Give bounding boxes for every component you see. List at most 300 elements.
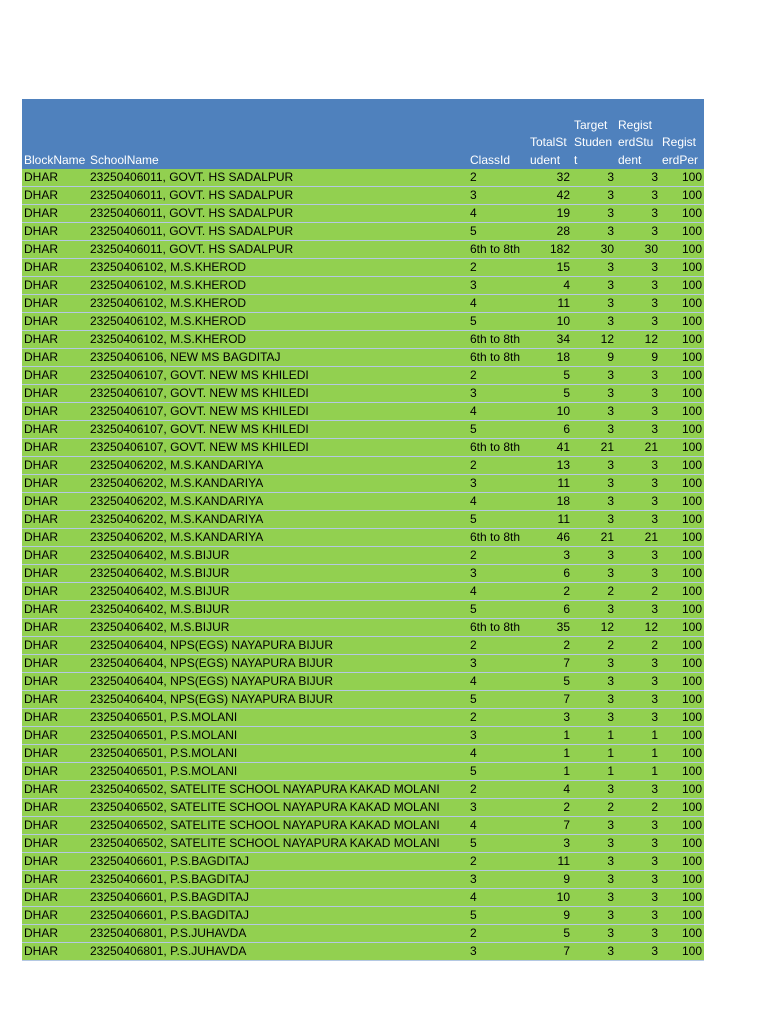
header-block-name[interactable]: BlockName	[22, 99, 88, 169]
cell-block-name[interactable]: DHAR	[22, 709, 88, 727]
cell-school-name[interactable]: 23250406202, M.S.KANDARIYA	[88, 457, 468, 475]
cell-total-student[interactable]: 19	[528, 205, 572, 223]
cell-total-student[interactable]: 11	[528, 853, 572, 871]
cell-class-id[interactable]: 3	[468, 799, 528, 817]
cell-total-student[interactable]: 15	[528, 259, 572, 277]
cell-registered-percent[interactable]: 100	[660, 781, 704, 799]
cell-registered-percent[interactable]: 100	[660, 439, 704, 457]
cell-total-student[interactable]: 7	[528, 655, 572, 673]
cell-registered-percent[interactable]: 100	[660, 691, 704, 709]
cell-class-id[interactable]: 6th to 8th	[468, 331, 528, 349]
header-registered-student[interactable]: RegisterdStudent	[616, 99, 660, 169]
cell-class-id[interactable]: 2	[468, 457, 528, 475]
cell-target-student[interactable]: 21	[572, 439, 616, 457]
cell-target-student[interactable]: 3	[572, 421, 616, 439]
cell-registered-student[interactable]: 3	[616, 907, 660, 925]
cell-registered-percent[interactable]: 100	[660, 313, 704, 331]
cell-class-id[interactable]: 3	[468, 187, 528, 205]
cell-class-id[interactable]: 6th to 8th	[468, 619, 528, 637]
cell-school-name[interactable]: 23250406501, P.S.MOLANI	[88, 745, 468, 763]
cell-registered-percent[interactable]: 100	[660, 169, 704, 187]
cell-target-student[interactable]: 3	[572, 691, 616, 709]
cell-registered-percent[interactable]: 100	[660, 583, 704, 601]
cell-total-student[interactable]: 11	[528, 511, 572, 529]
cell-school-name[interactable]: 23250406202, M.S.KANDARIYA	[88, 529, 468, 547]
cell-registered-student[interactable]: 1	[616, 763, 660, 781]
cell-target-student[interactable]: 3	[572, 277, 616, 295]
cell-block-name[interactable]: DHAR	[22, 583, 88, 601]
cell-registered-student[interactable]: 1	[616, 727, 660, 745]
cell-class-id[interactable]: 5	[468, 313, 528, 331]
cell-block-name[interactable]: DHAR	[22, 835, 88, 853]
cell-registered-percent[interactable]: 100	[660, 655, 704, 673]
cell-target-student[interactable]: 1	[572, 727, 616, 745]
cell-registered-percent[interactable]: 100	[660, 763, 704, 781]
cell-registered-percent[interactable]: 100	[660, 745, 704, 763]
cell-block-name[interactable]: DHAR	[22, 421, 88, 439]
cell-block-name[interactable]: DHAR	[22, 295, 88, 313]
cell-registered-percent[interactable]: 100	[660, 817, 704, 835]
cell-target-student[interactable]: 3	[572, 169, 616, 187]
cell-total-student[interactable]: 35	[528, 619, 572, 637]
cell-block-name[interactable]: DHAR	[22, 853, 88, 871]
cell-block-name[interactable]: DHAR	[22, 205, 88, 223]
cell-registered-student[interactable]: 3	[616, 205, 660, 223]
cell-block-name[interactable]: DHAR	[22, 223, 88, 241]
cell-school-name[interactable]: 23250406107, GOVT. NEW MS KHILEDI	[88, 385, 468, 403]
cell-class-id[interactable]: 2	[468, 259, 528, 277]
cell-registered-student[interactable]: 3	[616, 187, 660, 205]
cell-registered-student[interactable]: 3	[616, 691, 660, 709]
header-registered-percent[interactable]: RegisterdPer	[660, 99, 704, 169]
cell-class-id[interactable]: 2	[468, 169, 528, 187]
cell-school-name[interactable]: 23250406011, GOVT. HS SADALPUR	[88, 223, 468, 241]
cell-registered-student[interactable]: 3	[616, 385, 660, 403]
cell-registered-percent[interactable]: 100	[660, 223, 704, 241]
cell-registered-student[interactable]: 2	[616, 583, 660, 601]
cell-block-name[interactable]: DHAR	[22, 745, 88, 763]
cell-total-student[interactable]: 2	[528, 637, 572, 655]
cell-registered-percent[interactable]: 100	[660, 511, 704, 529]
cell-total-student[interactable]: 10	[528, 403, 572, 421]
cell-total-student[interactable]: 4	[528, 781, 572, 799]
cell-registered-student[interactable]: 3	[616, 817, 660, 835]
cell-registered-percent[interactable]: 100	[660, 853, 704, 871]
cell-target-student[interactable]: 3	[572, 907, 616, 925]
cell-block-name[interactable]: DHAR	[22, 493, 88, 511]
cell-registered-student[interactable]: 3	[616, 889, 660, 907]
cell-registered-percent[interactable]: 100	[660, 205, 704, 223]
cell-registered-percent[interactable]: 100	[660, 871, 704, 889]
cell-target-student[interactable]: 3	[572, 475, 616, 493]
cell-block-name[interactable]: DHAR	[22, 277, 88, 295]
cell-target-student[interactable]: 30	[572, 241, 616, 259]
cell-school-name[interactable]: 23250406601, P.S.BAGDITAJ	[88, 853, 468, 871]
cell-block-name[interactable]: DHAR	[22, 763, 88, 781]
cell-block-name[interactable]: DHAR	[22, 169, 88, 187]
cell-registered-student[interactable]: 3	[616, 169, 660, 187]
cell-school-name[interactable]: 23250406102, M.S.KHEROD	[88, 313, 468, 331]
cell-registered-student[interactable]: 3	[616, 673, 660, 691]
cell-total-student[interactable]: 3	[528, 709, 572, 727]
cell-target-student[interactable]: 21	[572, 529, 616, 547]
cell-class-id[interactable]: 3	[468, 385, 528, 403]
cell-total-student[interactable]: 3	[528, 547, 572, 565]
cell-registered-student[interactable]: 3	[616, 511, 660, 529]
cell-school-name[interactable]: 23250406502, SATELITE SCHOOL NAYAPURA KAKAD MOLANI	[88, 835, 468, 853]
cell-target-student[interactable]: 3	[572, 673, 616, 691]
cell-total-student[interactable]: 18	[528, 493, 572, 511]
cell-block-name[interactable]: DHAR	[22, 799, 88, 817]
cell-total-student[interactable]: 6	[528, 601, 572, 619]
cell-total-student[interactable]: 182	[528, 241, 572, 259]
cell-block-name[interactable]: DHAR	[22, 259, 88, 277]
cell-class-id[interactable]: 6th to 8th	[468, 529, 528, 547]
cell-block-name[interactable]: DHAR	[22, 565, 88, 583]
cell-registered-student[interactable]: 3	[616, 565, 660, 583]
cell-target-student[interactable]: 3	[572, 313, 616, 331]
cell-registered-student[interactable]: 3	[616, 403, 660, 421]
cell-target-student[interactable]: 3	[572, 403, 616, 421]
cell-class-id[interactable]: 2	[468, 709, 528, 727]
cell-class-id[interactable]: 4	[468, 583, 528, 601]
cell-total-student[interactable]: 18	[528, 349, 572, 367]
cell-total-student[interactable]: 7	[528, 817, 572, 835]
cell-school-name[interactable]: 23250406107, GOVT. NEW MS KHILEDI	[88, 439, 468, 457]
cell-class-id[interactable]: 5	[468, 421, 528, 439]
cell-block-name[interactable]: DHAR	[22, 547, 88, 565]
cell-block-name[interactable]: DHAR	[22, 889, 88, 907]
cell-block-name[interactable]: DHAR	[22, 313, 88, 331]
cell-registered-student[interactable]: 3	[616, 835, 660, 853]
cell-target-student[interactable]: 3	[572, 943, 616, 961]
cell-registered-percent[interactable]: 100	[660, 277, 704, 295]
cell-school-name[interactable]: 23250406402, M.S.BIJUR	[88, 547, 468, 565]
cell-registered-student[interactable]: 1	[616, 745, 660, 763]
cell-target-student[interactable]: 1	[572, 763, 616, 781]
cell-block-name[interactable]: DHAR	[22, 385, 88, 403]
cell-registered-percent[interactable]: 100	[660, 889, 704, 907]
cell-registered-student[interactable]: 3	[616, 925, 660, 943]
cell-school-name[interactable]: 23250406107, GOVT. NEW MS KHILEDI	[88, 367, 468, 385]
cell-school-name[interactable]: 23250406102, M.S.KHEROD	[88, 295, 468, 313]
cell-total-student[interactable]: 13	[528, 457, 572, 475]
cell-registered-percent[interactable]: 100	[660, 259, 704, 277]
header-target-student[interactable]: TargetStudent	[572, 99, 616, 169]
cell-total-student[interactable]: 5	[528, 385, 572, 403]
cell-class-id[interactable]: 2	[468, 637, 528, 655]
cell-class-id[interactable]: 2	[468, 781, 528, 799]
cell-target-student[interactable]: 3	[572, 223, 616, 241]
cell-target-student[interactable]: 3	[572, 187, 616, 205]
cell-class-id[interactable]: 5	[468, 691, 528, 709]
cell-registered-student[interactable]: 3	[616, 223, 660, 241]
cell-registered-percent[interactable]: 100	[660, 943, 704, 961]
cell-school-name[interactable]: 23250406106, NEW MS BAGDITAJ	[88, 349, 468, 367]
cell-registered-percent[interactable]: 100	[660, 637, 704, 655]
cell-total-student[interactable]: 2	[528, 583, 572, 601]
cell-registered-student[interactable]: 3	[616, 421, 660, 439]
cell-school-name[interactable]: 23250406502, SATELITE SCHOOL NAYAPURA KAKAD MOLANI	[88, 781, 468, 799]
cell-total-student[interactable]: 1	[528, 763, 572, 781]
cell-registered-percent[interactable]: 100	[660, 907, 704, 925]
cell-target-student[interactable]: 12	[572, 331, 616, 349]
cell-registered-student[interactable]: 3	[616, 259, 660, 277]
cell-class-id[interactable]: 5	[468, 223, 528, 241]
cell-block-name[interactable]: DHAR	[22, 439, 88, 457]
cell-block-name[interactable]: DHAR	[22, 457, 88, 475]
cell-registered-student[interactable]: 2	[616, 799, 660, 817]
cell-class-id[interactable]: 5	[468, 511, 528, 529]
cell-registered-student[interactable]: 3	[616, 475, 660, 493]
cell-registered-student[interactable]: 21	[616, 439, 660, 457]
cell-school-name[interactable]: 23250406801, P.S.JUHAVDA	[88, 943, 468, 961]
header-total-student[interactable]: TotalStudent	[528, 99, 572, 169]
cell-registered-percent[interactable]: 100	[660, 925, 704, 943]
cell-school-name[interactable]: 23250406404, NPS(EGS) NAYAPURA BIJUR	[88, 691, 468, 709]
cell-target-student[interactable]: 3	[572, 853, 616, 871]
cell-target-student[interactable]: 3	[572, 295, 616, 313]
cell-block-name[interactable]: DHAR	[22, 367, 88, 385]
cell-class-id[interactable]: 6th to 8th	[468, 439, 528, 457]
cell-registered-student[interactable]: 2	[616, 637, 660, 655]
cell-block-name[interactable]: DHAR	[22, 349, 88, 367]
cell-total-student[interactable]: 28	[528, 223, 572, 241]
cell-class-id[interactable]: 4	[468, 205, 528, 223]
cell-target-student[interactable]: 3	[572, 871, 616, 889]
cell-block-name[interactable]: DHAR	[22, 637, 88, 655]
cell-school-name[interactable]: 23250406102, M.S.KHEROD	[88, 331, 468, 349]
cell-block-name[interactable]: DHAR	[22, 241, 88, 259]
cell-total-student[interactable]: 2	[528, 799, 572, 817]
cell-school-name[interactable]: 23250406501, P.S.MOLANI	[88, 763, 468, 781]
cell-class-id[interactable]: 2	[468, 853, 528, 871]
cell-total-student[interactable]: 41	[528, 439, 572, 457]
cell-school-name[interactable]: 23250406601, P.S.BAGDITAJ	[88, 889, 468, 907]
cell-registered-percent[interactable]: 100	[660, 619, 704, 637]
cell-total-student[interactable]: 3	[528, 835, 572, 853]
cell-block-name[interactable]: DHAR	[22, 331, 88, 349]
cell-target-student[interactable]: 3	[572, 457, 616, 475]
cell-registered-percent[interactable]: 100	[660, 727, 704, 745]
cell-block-name[interactable]: DHAR	[22, 187, 88, 205]
cell-school-name[interactable]: 23250406402, M.S.BIJUR	[88, 565, 468, 583]
cell-block-name[interactable]: DHAR	[22, 529, 88, 547]
cell-school-name[interactable]: 23250406801, P.S.JUHAVDA	[88, 925, 468, 943]
cell-registered-student[interactable]: 9	[616, 349, 660, 367]
cell-block-name[interactable]: DHAR	[22, 655, 88, 673]
cell-target-student[interactable]: 3	[572, 781, 616, 799]
cell-total-student[interactable]: 34	[528, 331, 572, 349]
cell-target-student[interactable]: 3	[572, 601, 616, 619]
cell-total-student[interactable]: 42	[528, 187, 572, 205]
cell-total-student[interactable]: 5	[528, 673, 572, 691]
cell-class-id[interactable]: 5	[468, 763, 528, 781]
cell-registered-percent[interactable]: 100	[660, 367, 704, 385]
cell-registered-percent[interactable]: 100	[660, 673, 704, 691]
cell-target-student[interactable]: 3	[572, 655, 616, 673]
cell-school-name[interactable]: 23250406011, GOVT. HS SADALPUR	[88, 205, 468, 223]
cell-target-student[interactable]: 3	[572, 925, 616, 943]
cell-class-id[interactable]: 6th to 8th	[468, 349, 528, 367]
cell-registered-student[interactable]: 3	[616, 601, 660, 619]
cell-registered-percent[interactable]: 100	[660, 547, 704, 565]
cell-target-student[interactable]: 9	[572, 349, 616, 367]
cell-registered-student[interactable]: 3	[616, 277, 660, 295]
cell-school-name[interactable]: 23250406011, GOVT. HS SADALPUR	[88, 187, 468, 205]
cell-class-id[interactable]: 2	[468, 925, 528, 943]
cell-class-id[interactable]: 4	[468, 403, 528, 421]
cell-registered-student[interactable]: 3	[616, 853, 660, 871]
cell-target-student[interactable]: 3	[572, 385, 616, 403]
cell-total-student[interactable]: 9	[528, 907, 572, 925]
cell-registered-percent[interactable]: 100	[660, 187, 704, 205]
cell-block-name[interactable]: DHAR	[22, 619, 88, 637]
cell-target-student[interactable]: 3	[572, 565, 616, 583]
cell-class-id[interactable]: 3	[468, 277, 528, 295]
cell-registered-student[interactable]: 3	[616, 709, 660, 727]
cell-class-id[interactable]: 4	[468, 817, 528, 835]
cell-registered-student[interactable]: 3	[616, 943, 660, 961]
cell-class-id[interactable]: 2	[468, 547, 528, 565]
cell-registered-percent[interactable]: 100	[660, 421, 704, 439]
cell-registered-student[interactable]: 12	[616, 619, 660, 637]
cell-total-student[interactable]: 10	[528, 313, 572, 331]
cell-class-id[interactable]: 4	[468, 295, 528, 313]
cell-block-name[interactable]: DHAR	[22, 691, 88, 709]
cell-registered-percent[interactable]: 100	[660, 295, 704, 313]
cell-target-student[interactable]: 12	[572, 619, 616, 637]
cell-registered-student[interactable]: 3	[616, 655, 660, 673]
cell-class-id[interactable]: 3	[468, 475, 528, 493]
cell-block-name[interactable]: DHAR	[22, 475, 88, 493]
cell-class-id[interactable]: 3	[468, 943, 528, 961]
cell-school-name[interactable]: 23250406402, M.S.BIJUR	[88, 601, 468, 619]
cell-school-name[interactable]: 23250406107, GOVT. NEW MS KHILEDI	[88, 421, 468, 439]
cell-school-name[interactable]: 23250406502, SATELITE SCHOOL NAYAPURA KAKAD MOLANI	[88, 817, 468, 835]
cell-target-student[interactable]: 3	[572, 835, 616, 853]
cell-registered-percent[interactable]: 100	[660, 385, 704, 403]
cell-total-student[interactable]: 4	[528, 277, 572, 295]
header-class-id[interactable]: ClassId	[468, 99, 528, 169]
cell-school-name[interactable]: 23250406601, P.S.BAGDITAJ	[88, 907, 468, 925]
cell-block-name[interactable]: DHAR	[22, 907, 88, 925]
cell-school-name[interactable]: 23250406202, M.S.KANDARIYA	[88, 493, 468, 511]
cell-registered-percent[interactable]: 100	[660, 457, 704, 475]
cell-class-id[interactable]: 4	[468, 673, 528, 691]
cell-registered-percent[interactable]: 100	[660, 799, 704, 817]
cell-school-name[interactable]: 23250406402, M.S.BIJUR	[88, 619, 468, 637]
cell-registered-percent[interactable]: 100	[660, 565, 704, 583]
cell-target-student[interactable]: 2	[572, 637, 616, 655]
cell-school-name[interactable]: 23250406102, M.S.KHEROD	[88, 277, 468, 295]
cell-registered-percent[interactable]: 100	[660, 331, 704, 349]
cell-class-id[interactable]: 4	[468, 889, 528, 907]
cell-school-name[interactable]: 23250406404, NPS(EGS) NAYAPURA BIJUR	[88, 673, 468, 691]
cell-registered-student[interactable]: 21	[616, 529, 660, 547]
cell-class-id[interactable]: 4	[468, 493, 528, 511]
cell-target-student[interactable]: 3	[572, 889, 616, 907]
cell-block-name[interactable]: DHAR	[22, 871, 88, 889]
cell-total-student[interactable]: 11	[528, 475, 572, 493]
cell-total-student[interactable]: 11	[528, 295, 572, 313]
cell-target-student[interactable]: 3	[572, 205, 616, 223]
cell-target-student[interactable]: 2	[572, 583, 616, 601]
cell-total-student[interactable]: 10	[528, 889, 572, 907]
cell-registered-percent[interactable]: 100	[660, 601, 704, 619]
cell-registered-student[interactable]: 12	[616, 331, 660, 349]
cell-class-id[interactable]: 4	[468, 745, 528, 763]
cell-registered-student[interactable]: 3	[616, 781, 660, 799]
cell-school-name[interactable]: 23250406102, M.S.KHEROD	[88, 259, 468, 277]
cell-registered-percent[interactable]: 100	[660, 493, 704, 511]
cell-school-name[interactable]: 23250406202, M.S.KANDARIYA	[88, 475, 468, 493]
cell-block-name[interactable]: DHAR	[22, 925, 88, 943]
cell-target-student[interactable]: 3	[572, 511, 616, 529]
cell-registered-percent[interactable]: 100	[660, 403, 704, 421]
cell-class-id[interactable]: 5	[468, 907, 528, 925]
cell-class-id[interactable]: 5	[468, 601, 528, 619]
cell-class-id[interactable]: 3	[468, 565, 528, 583]
header-school-name[interactable]: SchoolName	[88, 99, 468, 169]
cell-class-id[interactable]: 6th to 8th	[468, 241, 528, 259]
cell-total-student[interactable]: 5	[528, 367, 572, 385]
cell-target-student[interactable]: 3	[572, 259, 616, 277]
cell-target-student[interactable]: 3	[572, 493, 616, 511]
cell-block-name[interactable]: DHAR	[22, 511, 88, 529]
cell-target-student[interactable]: 1	[572, 745, 616, 763]
cell-class-id[interactable]: 5	[468, 835, 528, 853]
cell-class-id[interactable]: 3	[468, 655, 528, 673]
cell-registered-student[interactable]: 3	[616, 493, 660, 511]
cell-registered-student[interactable]: 3	[616, 547, 660, 565]
cell-class-id[interactable]: 3	[468, 727, 528, 745]
cell-block-name[interactable]: DHAR	[22, 403, 88, 421]
cell-registered-percent[interactable]: 100	[660, 529, 704, 547]
cell-total-student[interactable]: 32	[528, 169, 572, 187]
cell-registered-student[interactable]: 3	[616, 313, 660, 331]
cell-school-name[interactable]: 23250406601, P.S.BAGDITAJ	[88, 871, 468, 889]
cell-registered-percent[interactable]: 100	[660, 241, 704, 259]
cell-block-name[interactable]: DHAR	[22, 673, 88, 691]
cell-total-student[interactable]: 9	[528, 871, 572, 889]
cell-registered-student[interactable]: 3	[616, 367, 660, 385]
cell-school-name[interactable]: 23250406011, GOVT. HS SADALPUR	[88, 241, 468, 259]
cell-block-name[interactable]: DHAR	[22, 781, 88, 799]
cell-school-name[interactable]: 23250406501, P.S.MOLANI	[88, 727, 468, 745]
cell-registered-percent[interactable]: 100	[660, 835, 704, 853]
cell-total-student[interactable]: 7	[528, 691, 572, 709]
cell-target-student[interactable]: 3	[572, 817, 616, 835]
cell-school-name[interactable]: 23250406402, M.S.BIJUR	[88, 583, 468, 601]
cell-school-name[interactable]: 23250406404, NPS(EGS) NAYAPURA BIJUR	[88, 655, 468, 673]
cell-registered-student[interactable]: 30	[616, 241, 660, 259]
cell-registered-student[interactable]: 3	[616, 457, 660, 475]
cell-total-student[interactable]: 46	[528, 529, 572, 547]
cell-total-student[interactable]: 5	[528, 925, 572, 943]
cell-school-name[interactable]: 23250406501, P.S.MOLANI	[88, 709, 468, 727]
cell-class-id[interactable]: 3	[468, 871, 528, 889]
cell-registered-percent[interactable]: 100	[660, 709, 704, 727]
cell-school-name[interactable]: 23250406107, GOVT. NEW MS KHILEDI	[88, 403, 468, 421]
cell-block-name[interactable]: DHAR	[22, 943, 88, 961]
cell-registered-percent[interactable]: 100	[660, 475, 704, 493]
cell-total-student[interactable]: 6	[528, 565, 572, 583]
cell-total-student[interactable]: 7	[528, 943, 572, 961]
cell-school-name[interactable]: 23250406502, SATELITE SCHOOL NAYAPURA KAKAD MOLANI	[88, 799, 468, 817]
cell-total-student[interactable]: 1	[528, 727, 572, 745]
cell-class-id[interactable]: 2	[468, 367, 528, 385]
